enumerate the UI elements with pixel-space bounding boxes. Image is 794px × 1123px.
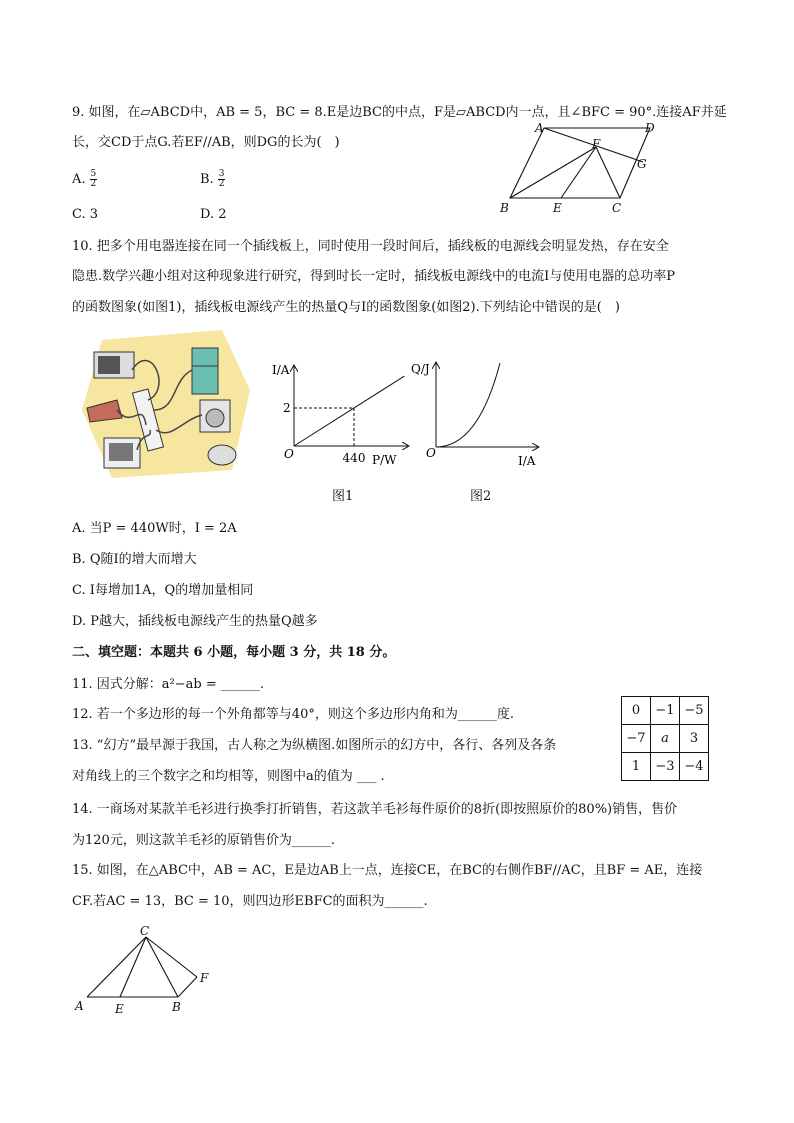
q10-option-b: B. Q随I的增大而增大 (72, 552, 197, 567)
fig2-ylabel: Q/J (411, 362, 430, 376)
segment-bc (146, 937, 178, 997)
magic-square-cell: −5 (680, 697, 709, 725)
magic-square-cell: a (651, 725, 680, 753)
q9-option-b-numerator: 3 (218, 169, 225, 179)
q9-option-b-label: B. (200, 172, 214, 187)
segment-ce (120, 937, 146, 997)
q9-option-d: D. 2 (200, 207, 227, 222)
label-d: D (645, 121, 655, 135)
q9-parallelogram-figure (495, 118, 670, 218)
parallelogram-abcd (510, 128, 650, 198)
label-e: E (115, 1002, 124, 1016)
q10-text-line3: 的函数图象(如图1)，插线板电源线产生的热量Q与I的函数图象(如图2).下列结论中错误的是( ) (72, 300, 620, 315)
segment-cf (596, 147, 620, 198)
label-c: C (612, 201, 622, 215)
magic-square-cell: −3 (651, 753, 680, 781)
q9-option-a-numerator: 5 (90, 169, 97, 179)
label-f: F (592, 137, 601, 151)
q14-text-line2: 为120元，则这款羊毛衫的原销售价为______. (72, 833, 335, 848)
fig1-data-line (294, 376, 404, 446)
magic-square-grid (621, 696, 709, 781)
q9-text-line1: 9. 如图，在▱ABCD中，AB = 5，BC = 8.E是边BC的中点，F是▱ABCD内一点，且∠BFC = 90°.连接AF并延 (72, 105, 727, 120)
magic-square-row (622, 725, 709, 753)
label-e: E (553, 201, 562, 215)
washing-machine-icon (200, 400, 230, 432)
q15-triangle-figure (70, 922, 220, 1022)
fig1-origin: O (284, 447, 294, 461)
magic-square-cell: 0 (622, 697, 651, 725)
q10-option-c: C. I每增加1A，Q的增加量相同 (72, 583, 254, 598)
segment-bf (178, 977, 197, 997)
segment-cf (146, 937, 197, 977)
appliances-illustration (82, 330, 252, 480)
label-f: F (200, 971, 209, 985)
q9-option-a (72, 170, 97, 189)
fig1-ylabel: I/A (272, 363, 290, 377)
q10-text-line1: 10. 把多个用电器连接在同一个插线板上，同时使用一段时间后，插线板的电源线会明显发热，存在安全 (72, 239, 669, 254)
q9-option-a-denominator: 2 (90, 179, 97, 189)
q13-text-line1: 13. “幻方”最早源于我国，古人称之为纵横图.如图所示的幻方中，各行、各列及各条 (72, 738, 557, 753)
q14-text-line1: 14. 一商场对某款羊毛衫进行换季打折销售，若这款羊毛衫每件原价的8折(即按照原价的80%)销售，售价 (72, 802, 678, 817)
fig1-ytick-label: 2 (283, 401, 291, 415)
label-b: B (172, 1000, 181, 1014)
rice-cooker-icon (208, 445, 236, 465)
q9-option-b (200, 170, 225, 189)
label-g: G (637, 157, 647, 171)
q10-option-d: D. P越大，插线板电源线产生的热量Q越多 (72, 614, 318, 629)
q10-text-line2: 隐患.数学兴趣小组对这种现象进行研究，得到时长一定时，插线板电源线中的电流I与使用电器的总功率P (72, 269, 676, 284)
q15-text-line1: 15. 如图，在△ABC中，AB = AC，E是边AB上一点，连接CE，在BC的右侧作BF//AC，且BF = AE，连接 (72, 863, 703, 878)
fig1-xtick-label: 440 (342, 451, 366, 465)
segment-ef (561, 147, 596, 198)
fig1-caption: 图1 (332, 489, 354, 504)
fig1-current-power-graph (268, 358, 418, 473)
q12-text: 12. 若一个多边形的每一个外角都等与40°，则这个多边形内角和为______度. (72, 707, 514, 722)
magic-square-cell: −1 (651, 697, 680, 725)
magic-square-row (622, 753, 709, 781)
q9-option-b-fraction (218, 170, 226, 189)
q9-option-a-fraction (90, 170, 98, 189)
fig2-caption: 图2 (470, 489, 492, 504)
magic-square-cell: 1 (622, 753, 651, 781)
q15-text-line2: CF.若AC = 13，BC = 10，则四边形EBFC的面积为______. (72, 894, 428, 909)
label-a: A (535, 121, 544, 135)
fig2-xlabel: I/A (518, 454, 536, 468)
magic-square-row (622, 697, 709, 725)
q9-option-c: C. 3 (72, 207, 99, 222)
q11-text: 11. 因式分解：a²−ab = ______. (72, 677, 265, 692)
fig2-parabola-curve (436, 363, 500, 447)
section2-heading: 二、填空题：本题共 6 小题，每小题 3 分，共 18 分。 (72, 645, 396, 660)
q10-option-a: A. 当P = 440W时，I = 2A (72, 521, 237, 536)
magic-square-cell: −7 (622, 725, 651, 753)
fig2-heat-current-graph (408, 355, 548, 473)
fig1-xlabel: P/W (372, 453, 397, 467)
label-b: B (500, 201, 509, 215)
television-icon (104, 438, 140, 468)
label-a: A (75, 999, 84, 1013)
q13-text-line2: 对角线上的三个数字之和均相等，则图中a的值为 ___ . (72, 769, 385, 784)
label-c: C (140, 924, 150, 938)
microwave-icon (94, 352, 134, 378)
fig2-origin: O (426, 446, 436, 460)
q9-option-b-denominator: 2 (218, 179, 225, 189)
magic-square-cell: −4 (680, 753, 709, 781)
refrigerator-icon (192, 348, 218, 394)
q9-text-line2: 长，交CD于点G.若EF//AB，则DG的长为( ) (72, 135, 340, 150)
q9-option-a-label: A. (72, 172, 86, 187)
segment-ac (87, 937, 146, 997)
magic-square-cell: 3 (680, 725, 709, 753)
